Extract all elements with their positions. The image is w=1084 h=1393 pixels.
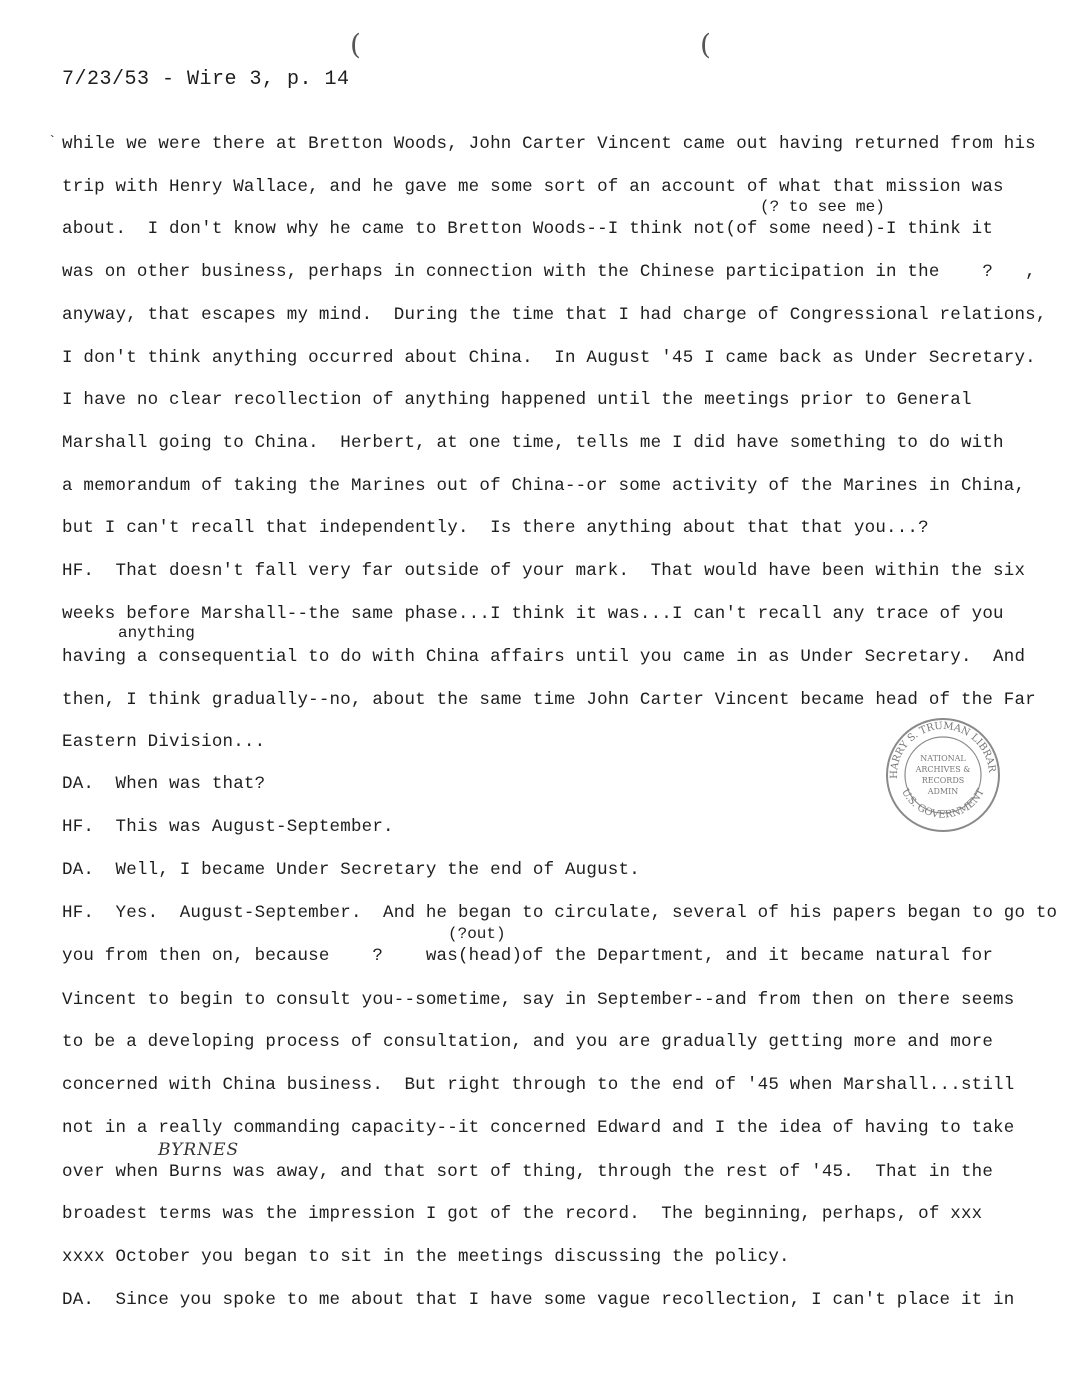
stamp-line: ARCHIVES & [915, 765, 971, 774]
interlineation-out: (?out) [448, 925, 506, 943]
text-line: concerned with China business. But right through to the end of '45 when Marshall...still [62, 1075, 1015, 1095]
interlineation-anything: anything [118, 624, 195, 642]
text-line: I have no clear recollection of anything happened until the meetings prior to General [62, 390, 972, 410]
text-line: Eastern Division... [62, 732, 266, 752]
stamp-top-text: HARRY S. TRUMAN LIBRAR [888, 720, 997, 779]
text-line: over when Burns was away, and that sort of thing, through the rest of '45. That in the [62, 1162, 994, 1182]
speaker-line-hf: HF. Yes. August-September. And he began to circulate, several of his papers began to go to [62, 903, 1058, 923]
text-line: while we were there at Bretton Woods, John Carter Vincent came out having returned from his [62, 134, 1036, 154]
text-line: then, I think gradually--no, about the same time John Carter Vincent became head of the Far [62, 690, 1036, 710]
text-line: Marshall going to China. Herbert, at one time, tells me I did have something to do with [62, 433, 1004, 453]
text-line: to be a developing process of consultation, and you are gradually getting more and more [62, 1032, 994, 1052]
text-line: but I can't recall that independently. Is there anything about that that you...? [62, 518, 929, 538]
stamp-seal-icon [884, 716, 1002, 834]
text-line: trip with Henry Wallace, and he gave me some sort of an account of what that mission was [62, 177, 1004, 197]
text-line: broadest terms was the impression I got of the record. The beginning, perhaps, of xxx [62, 1204, 983, 1224]
interlineation-to-see-me: (? to see me) [760, 198, 885, 216]
speaker-line-hf: HF. That doesn't fall very far outside of your mark. That would have been within the six [62, 561, 1026, 581]
text-line: I don't think anything occurred about China. In August '45 I came back as Under Secretary. [62, 348, 1036, 368]
speaker-line-da: DA. Since you spoke to me about that I have some vague recollection, I can't place it in [62, 1290, 1015, 1310]
stamp-bottom-text: U.S. GOVERNMENT [899, 787, 987, 821]
text-line: weeks before Marshall--the same phase...I think it was...I can't recall any trace of you [62, 604, 1004, 624]
text-line: was on other business, perhaps in connection with the Chinese participation in the ? , [62, 262, 1036, 282]
punch-hole-mark-left: ( [350, 28, 361, 61]
page-header: 7/23/53 - Wire 3, p. 14 [62, 68, 350, 91]
handwritten-correction: BYRNES [158, 1140, 240, 1160]
text-line: a memorandum of taking the Marines out of China--or some activity of the Marines in China, [62, 476, 1026, 496]
text-line: about. I don't know why he came to Bretton Woods--I think not(of some need)-I think it [62, 219, 994, 239]
text-line: Vincent to begin to consult you--sometime, say in September--and from then on there seems [62, 990, 1015, 1010]
text-line: you from then on, because ? was(head)of the Department, and it became natural for [62, 946, 994, 966]
stamp-line: RECORDS [921, 776, 965, 785]
speaker-line-da: DA. When was that? [62, 774, 266, 794]
text-line: having a consequential to do with China affairs until you came in as Under Secretary. And [62, 647, 1026, 667]
margin-tick: ` [48, 134, 57, 150]
truman-library-stamp [884, 716, 1002, 834]
text-line: xxxx October you began to sit in the meetings discussing the policy. [62, 1247, 790, 1267]
stamp-line: ADMIN [927, 787, 959, 796]
punch-hole-mark-right: ( [700, 28, 711, 61]
speaker-line-hf: HF. This was August-September. [62, 817, 394, 837]
text-line: anyway, that escapes my mind. During the time that I had charge of Congressional relations, [62, 305, 1047, 325]
speaker-line-da: DA. Well, I became Under Secretary the end of August. [62, 860, 640, 880]
stamp-line: NATIONAL [920, 754, 966, 763]
text-line: not in a really commanding capacity--it concerned Edward and I the idea of having to take [62, 1118, 1015, 1138]
